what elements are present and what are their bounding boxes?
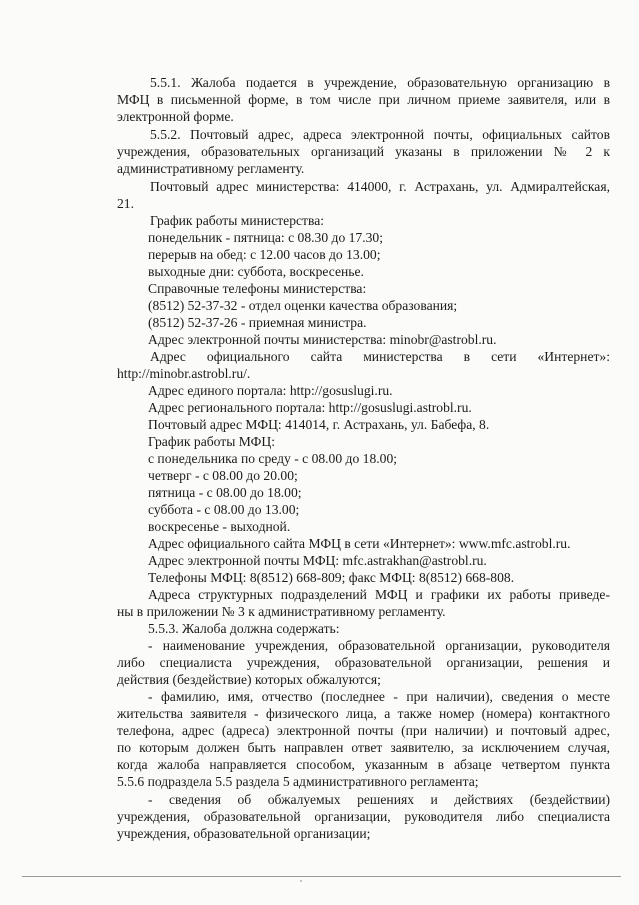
text-line-10: понедельник - пятница: с 08.30 до 17.30; [148,230,384,245]
scan-edge-line [22,876,621,877]
text-line-44: учреждения, образовательной организации, руководителя либо специалиста [117,809,610,824]
text-line-7: Почтовый адрес министерства: 414000, г. Астрахань, ул. Адмиралтейская, [150,179,610,194]
text-line-41: когда жалоба направляется способом, указанным в абзаце четвертом пункта [117,757,610,772]
text-line-37: - фамилию, имя, отчество (последнее - при наличии), сведения о месте [148,689,610,704]
text-line-21: Почтовый адрес МФЦ: 414014, г. Астрахань, ул. Бабефа, 8. [148,417,490,432]
text-line-35: либо специалиста учреждения, образовательной организации, решения и [117,655,610,670]
text-line-34: - наименование учреждения, образовательной организации, руководителя [148,638,610,653]
text-line-17: Адрес официального сайта министерства в сети «Интернет»: [150,349,610,364]
text-line-11: перерыв на обед: с 12.00 часов до 13.00; [148,247,381,262]
text-line-18: http://minobr.astrobl.ru/. [117,366,251,381]
text-line-22: График работы МФЦ: [148,434,275,449]
text-line-28: Адрес официального сайта МФЦ в сети «Интернет»: www.mfc.astrobl.ru. [148,536,571,551]
text-line-14: (8512) 52-37-32 - отдел оценки качества образования; [148,298,458,313]
text-line-27: воскресенье - выходной. [148,519,291,534]
text-line-5: учреждения, образовательных организаций указаны в приложении № 2 к [117,144,610,159]
text-line-24: четверг - с 08.00 до 20.00; [148,468,298,483]
text-line-42: 5.5.6 подраздела 5.5 раздела 5 административного регламента; [117,774,479,789]
text-line-29: Адрес электронной почты МФЦ: mfc.astrakhan@astrobl.ru. [148,553,487,568]
scan-speck [300,880,302,882]
text-line-25: пятница - с 08.00 до 18.00; [148,485,302,500]
text-line-1: 5.5.1. Жалоба подается в учреждение, образовательную организацию в [150,75,610,90]
text-line-32: ны в приложении № 3 к административному регламенту. [117,604,446,619]
text-line-16: Адрес электронной почты министерства: minobr@astrobl.ru. [148,332,497,347]
text-line-38: жительства заявителя - физического лица, а также номер (номера) контактного [117,706,610,721]
text-line-26: суббота - с 08.00 до 13.00; [148,502,300,517]
text-line-2: МФЦ в письменной форме, в том числе при личном приеме заявителя, или в [117,92,610,107]
text-line-31: Адреса структурных подразделений МФЦ и графики их работы приведе- [148,587,610,602]
text-line-13: Справочные телефоны министерства: [148,281,367,296]
text-line-20: Адрес регионального портала: http://gosuslugi.astrobl.ru. [148,400,472,415]
text-line-3: электронной форме. [117,109,234,124]
text-line-40: по которым должен быть направлен ответ заявителю, за исключением случая, [117,740,610,755]
text-line-30: Телефоны МФЦ: 8(8512) 668-809; факс МФЦ: 8(8512) 668-808. [148,570,515,585]
text-line-4: 5.5.2. Почтовый адрес, адреса электронной почты, официальных сайтов [150,127,610,142]
text-line-33: 5.5.3. Жалоба должна содержать: [148,621,340,636]
text-line-8: 21. [117,196,134,211]
text-line-9: График работы министерства: [150,213,325,228]
text-line-36: действия (бездействие) которых обжалуются; [117,672,381,687]
text-line-6: административному регламенту. [117,161,305,176]
text-line-19: Адрес единого портала: http://gosuslugi.ru. [148,383,393,398]
text-line-43: - сведения об обжалуемых решениях и действиях (бездействии) [148,792,610,807]
text-line-39: телефона, адрес (адреса) электронной почты (при наличии) и почтовый адрес, [117,723,610,738]
text-line-12: выходные дни: суббота, воскресенье. [148,264,364,279]
text-line-45: учреждения, образовательной организации; [117,826,371,841]
text-line-23: с понедельника по среду - с 08.00 до 18.00; [148,451,398,466]
text-line-15: (8512) 52-37-26 - приемная министра. [148,315,367,330]
